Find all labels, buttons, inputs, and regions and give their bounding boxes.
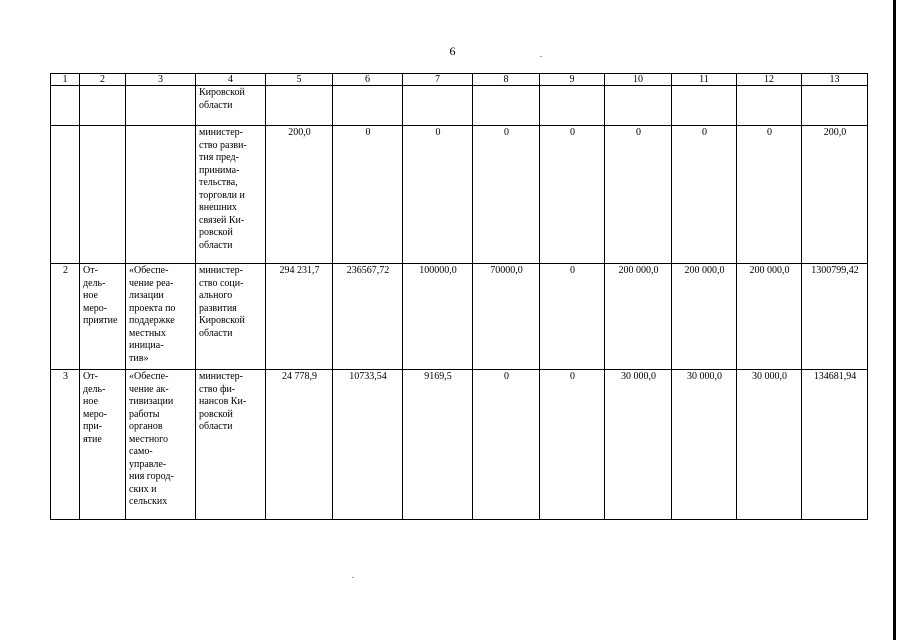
col-header: 12 [737,74,802,86]
table-cell: 0 [403,126,473,264]
table-cell: 0 [540,370,605,520]
table-cell [80,126,126,264]
table-cell: 70000,0 [473,264,540,370]
col-header: 6 [333,74,403,86]
table-row [51,370,868,520]
col-header: 3 [126,74,196,86]
table-cell: 0 [473,126,540,264]
table-cell [51,86,80,126]
table-cell: 200 000,0 [672,264,737,370]
table-cell: 236567,72 [333,264,403,370]
col-header: 4 [196,74,266,86]
table-cell: 24 778,9 [266,370,333,520]
table-cell: 0 [605,126,672,264]
table-cell: 0 [672,126,737,264]
table-cell [126,86,196,126]
col-header: 7 [403,74,473,86]
table-cell [266,86,333,126]
scan-speck [352,577,354,578]
table-cell: 30 000,0 [672,370,737,520]
table-cell [605,86,672,126]
table-cell: 294 231,7 [266,264,333,370]
table-cell [672,86,737,126]
table-cell [51,126,80,264]
table-row [51,264,868,370]
col-header: 1 [51,74,80,86]
col-header: 11 [672,74,737,86]
table-cell: 3 [51,370,80,520]
table-cell: 1300799,42 [802,264,868,370]
col-header: 10 [605,74,672,86]
table-cell: министер- ство фи- нансов Ки- ровской области [196,370,266,520]
table-cell: 0 [333,126,403,264]
table-cell [737,86,802,126]
col-header: 9 [540,74,605,86]
table-cell: 200 000,0 [605,264,672,370]
table-cell: 200 000,0 [737,264,802,370]
table-cell: 134681,94 [802,370,868,520]
table-cell [333,86,403,126]
table-cell: 10733,54 [333,370,403,520]
table-cell: 0 [540,264,605,370]
scan-speck [540,56,542,57]
col-header: 13 [802,74,868,86]
page-edge-line [893,0,896,640]
table-cell: «Обеспе- чение ак- тивизации работы органов местного само- управле- ния город- ских и сельских [126,370,196,520]
table-cell: От- дель- ное меро- приятие [80,264,126,370]
table-cell [540,86,605,126]
table-cell: 0 [540,126,605,264]
col-header: 8 [473,74,540,86]
table-cell: «Обеспе- чение реа- лизации проекта по поддержке местных инициа- тив» [126,264,196,370]
table-cell [403,86,473,126]
table-cell: министер- ство разви- тия пред- принима- тельства, торговли и внешних связей Ки- ровской области [196,126,266,264]
col-header: 2 [80,74,126,86]
col-header: 5 [266,74,333,86]
header-row [51,74,868,86]
table-cell: 200,0 [266,126,333,264]
table-cell: 0 [737,126,802,264]
page-number: 6 [449,44,456,58]
table-cell [80,86,126,126]
table-cell: Кировской области [196,86,266,126]
table-cell: 200,0 [802,126,868,264]
table-cell: 100000,0 [403,264,473,370]
table-cell [802,86,868,126]
table-cell: 30 000,0 [605,370,672,520]
table-cell: 0 [473,370,540,520]
table-row [51,126,868,264]
table-cell: 2 [51,264,80,370]
table-cell: От- дель- ное меро- при- ятие [80,370,126,520]
table-cell: 9169,5 [403,370,473,520]
table-cell [126,126,196,264]
table-cell: 30 000,0 [737,370,802,520]
table-cell: министер- ство соци- ального развития Кировской области [196,264,266,370]
table-cell [473,86,540,126]
table-row [51,86,868,126]
budget-table [50,73,868,520]
